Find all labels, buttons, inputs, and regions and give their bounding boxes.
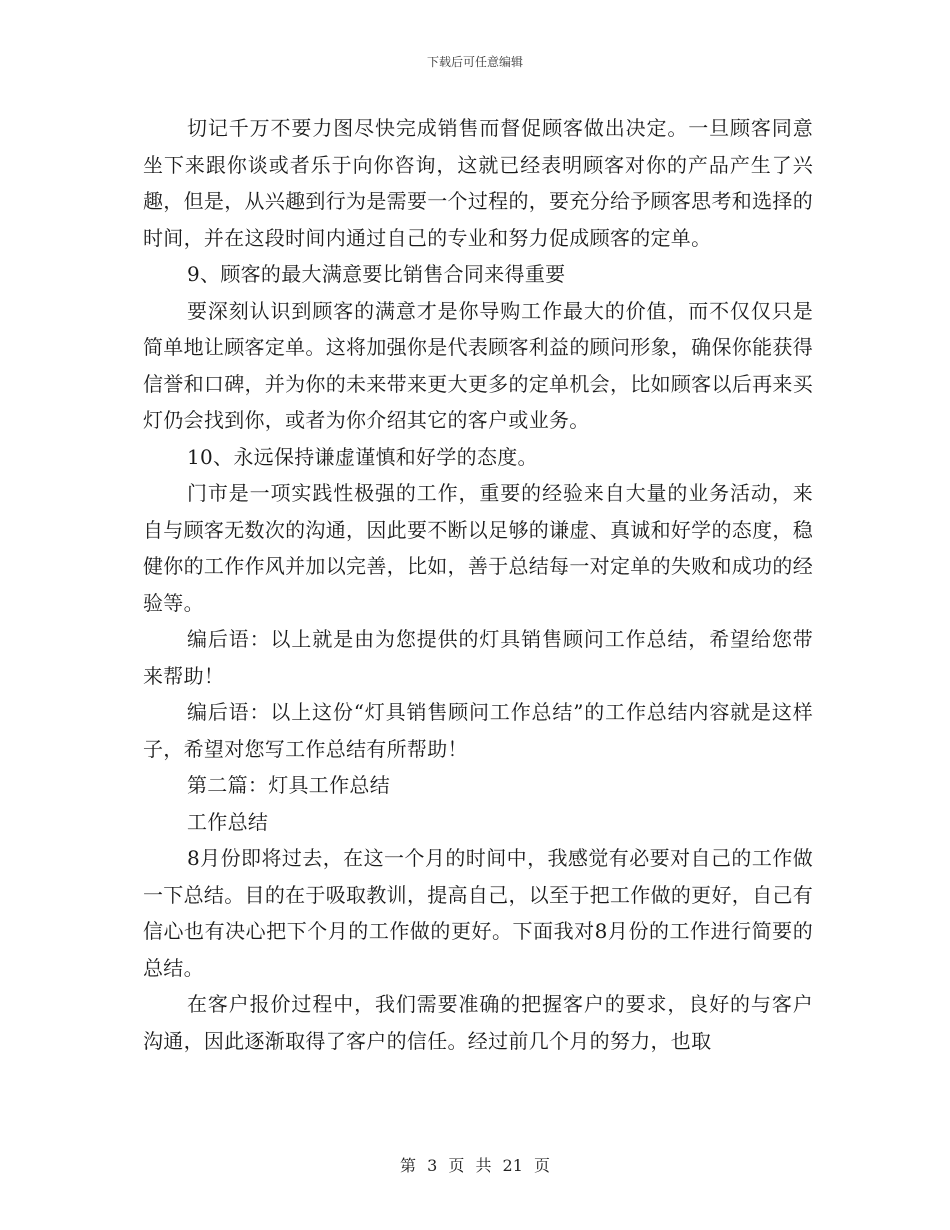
paragraph: 要深刻认识到顾客的满意才是你导购工作最大的价值，而不仅仅只是简单地让顾客定单。这将加强你是代表顾客利益的顾问形象，确保你能获得信誉和口碑，并为你的未来带来更大更多的定单机会，比如顾客以后再来买灯仍会找到你，或者为你介绍其它的客户或业务。 bbox=[143, 298, 813, 432]
document-body bbox=[143, 110, 813, 1059]
page-header: 下载后可任意编辑 bbox=[426, 55, 523, 69]
paragraph: 门市是一项实践性极强的工作，重要的经验来自大量的业务活动，来自与顾客无数次的沟通，因此要不断以足够的谦虚、真诚和好学的态度，稳健你的工作作风并加以完善，比如，善于总结每一对定单的失败和成功的经验等。 bbox=[143, 481, 813, 615]
paragraph: 编后语：以上就是由为您提供的灯具销售顾问工作总结，希望给您带来帮助！ bbox=[143, 627, 813, 688]
section-heading: 第二篇：灯具工作总结 bbox=[187, 773, 390, 797]
paragraph: 切记千万不要力图尽快完成销售而督促顾客做出决定。一旦顾客同意坐下来跟你谈或者乐于向你咨询，这就已经表明顾客对你的产品产生了兴趣，但是，从兴趣到行为是需要一个过程的，要充分给予顾客思考和选择的时间，并在这段时间内通过自己的专业和努力促成顾客的定单。 bbox=[143, 116, 813, 250]
section-heading: 9、顾客的最大满意要比销售合同来得重要 bbox=[187, 262, 566, 286]
page-footer: 第 3 页 共 21 页 bbox=[400, 1156, 550, 1175]
paragraph: 在客户报价过程中，我们需要准确的把握客户的要求，良好的与客户沟通，因此逐渐取得了客户的信任。经过前几个月的努力，也取 bbox=[143, 992, 813, 1053]
section-heading: 10、永远保持谦虚谨慎和好学的态度。 bbox=[187, 444, 538, 469]
paragraph: 8月份即将过去，在这一个月的时间中，我感觉有必要对自己的工作做一下总结。目的在于吸取教训，提高自己，以至于把工作做的更好，自己有信心也有决心把下个月的工作做的更好。下面我对8月份的工作进行简要的总结。 bbox=[143, 846, 813, 980]
section-heading: 工作总结 bbox=[187, 809, 269, 834]
paragraph: 编后语：以上这份“灯具销售顾问工作总结”的工作总结内容就是这样子，希望对您写工作总结有所帮助！ bbox=[143, 700, 813, 761]
